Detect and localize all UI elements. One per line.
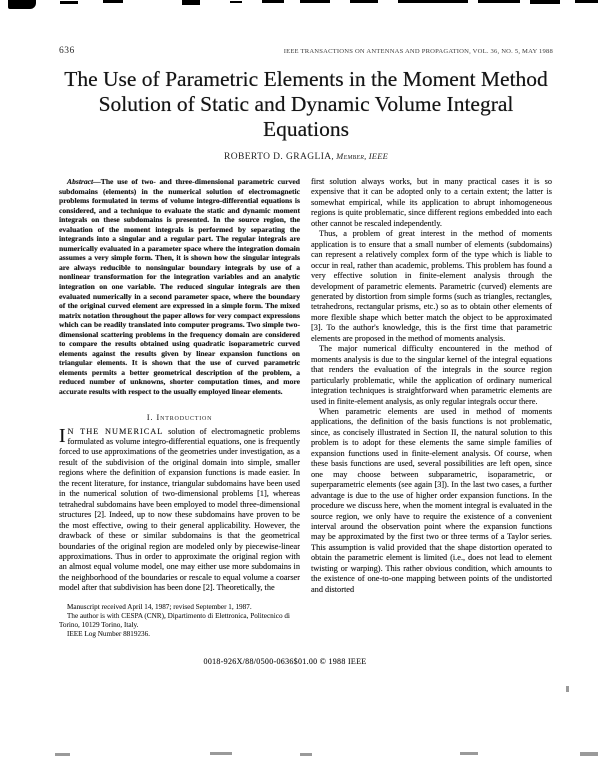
footnote-line: Manuscript received April 14, 1987; revised September 1, 1987.	[67, 602, 252, 611]
abstract	[59, 177, 300, 397]
scan-artifact	[398, 0, 468, 3]
page-header	[59, 46, 553, 56]
footnote-line: IEEE Log Number 8819236.	[67, 630, 151, 639]
author-membership: , Member, IEEE	[331, 151, 388, 161]
scan-artifact	[300, 0, 330, 3]
scan-artifact	[210, 752, 232, 755]
intro-lead: N THE NUMERICAL	[67, 426, 164, 436]
left-column	[59, 177, 300, 639]
abstract-text: The use of two- and three-dimensional parametric curved subdomains (elements) in the numerical solution of electromagnetic problems formulated in terms of volume integro-differential equations is considered, and a technique to evaluate the static and dynamic moment integrals on these subdomains is presented. In the source region, the evaluation of the moment integrals is performed by separating the integrands into a singular and a regular part. The regular integrals are numerically evaluated in a parameter space where the integration domain assumes a very simple form. Then, it is shown how the singular integrals are always reducible to nonsingular boundary integrals by use of a nonlinear transformation for the integration variables and an analytic integration on one variable. The reduced singular integrals are then evaluated numerically in a second parameter space, where the boundary of the original curved element are expressed in a simple form. The mixed matrix notation throughout the paper allows for very compact expressions which can be readily translated into computer programs. Two simple two-dimensional scattering problems in the frequency domain are considered to compare the results obtained using quadratic isoparametric curved elements against the results given by linear expansion functions on triangular elements. It is shown that the use of curved parametric elements permits a better geometrical description of the problem, a reduced number of unknowns, shorter computation times, and more accurate results with respect to the usually employed linear elements.	[59, 177, 300, 397]
scan-artifact	[566, 686, 569, 692]
scan-artifact	[8, 0, 36, 9]
scan-artifact	[460, 752, 478, 755]
scan-artifact	[580, 752, 598, 756]
copyright-line: 0018-926X/88/0500-0636$01.00 © 1988 IEEE	[203, 657, 367, 666]
scan-artifact	[103, 0, 123, 3]
section-heading: I. Introduction	[146, 411, 213, 422]
footnotes	[59, 603, 300, 639]
paragraph: Thus, a problem of great interest in the method of moments application is to ensure that a small number of elements (subdomains) can represent a relatively complex form of the type which is liable to occur in real, rather than academic, problems. This problem has found a very effective solution in finite-element analysis through the development of parametric elements. Parametric (curved) elements are generated by distortion from simple forms (such as triangles, rectangles, tetrahedrons, rectangular prisms, etc.) so as to obtain other elements of more flexible shape which better match the object to be approximated [3]. To the author's knowledge, this is the first time that parametric elements are proposed in the method of moments analysis.	[311, 229, 552, 343]
abstract-label: Abstract—	[67, 177, 101, 186]
scan-artifact	[530, 0, 560, 4]
two-column-body	[59, 177, 553, 639]
footnote-line: The author is with CESPA (CNR), Dipartimento di Elettronica, Politecnico di Torino, 10129 Torino, Italy.	[59, 611, 290, 630]
right-column	[311, 177, 552, 639]
paragraph: When parametric elements are used in method of moments applications, the definition of the basis functions is not problematic, since, as concisely illustrated in Section II, the natural solution to this problem is to adopt for these elements the same simple families of expansion functions used in finite-element analysis. Of course, when these basis functions are used, several possibilities are left open, since one may choose between subparametric, isoparametric, or superparametric elements (see again [3]). In the last two cases, a further advantage is due to the use of higher order expansion functions. In the procedure we discuss here, when the moment integral is evaluated in the source region, we only have to require the existence of a convenient interval around the observation point where the expansion functions may be approximated by the first two or three terms of a Taylor series. This assumption is valid provided that the shape distortion operated to obtain the parametric element is limited (i.e., does not lead to element twisting or warping). This rather obvious condition, which amounts to the existence of one-to-one mapping between points of the undistorted and distorted	[311, 406, 552, 594]
page-number: 636	[59, 46, 75, 56]
scan-artifact	[300, 753, 312, 756]
scan-artifact	[55, 753, 70, 756]
paragraph: The major numerical difficulty encountered in the method of moments analysis is due to the singular kernel of the integral equations that renders the evaluation of the integrals in the source region particularly problematic, while the application of ordinary numerical integration techniques is straightforward when parametric elements are used in finite-element analysis, as only regular integrals occur there.	[311, 344, 552, 406]
paper-title: The Use of Parametric Elements in the Moment Method Solution of Static and Dynamic Volume Integral Equations	[64, 67, 548, 141]
scan-artifact	[262, 0, 284, 3]
author-line	[59, 151, 553, 162]
intro-paragraph	[59, 427, 300, 594]
scan-artifact	[182, 0, 200, 5]
drop-cap: I	[59, 425, 66, 447]
scan-artifact	[478, 0, 520, 3]
paragraph: first solution always works, but in many practical cases it is so expensive that it can be adopted only to a certain extent; the latter is somewhat empirical, while its application to abrupt inhomogeneous regions is quite problematic, since different regions embedded into each other cannot be rescaled independently.	[311, 177, 552, 228]
scan-artifact	[350, 0, 378, 3]
running-head: IEEE TRANSACTIONS ON ANTENNAS AND PROPAGATION, VOL. 36, NO. 5, MAY 1988	[283, 48, 553, 55]
scan-artifact	[230, 1, 242, 3]
scan-artifact	[575, 0, 598, 3]
page-content	[59, 46, 553, 639]
intro-text: solution of electromagnetic problems formulated as volume integro-differential equations, one is frequently forced to use approximations of the geometries under investigation, as a result of the subdivision of the original domain into simple, smaller regions where the definition of expansion functions is made easier. In the recent literature, for instance, triangular subdomains have been used in the numerical solution of two-dimensional problems [1], whereas tetrahedral subdomains have been employed to model three-dimensional structures [2]. Indeed, up to now these subdomains have proven to be the most effective, owing to their general applicability. However, the drawback of these or similar subdomains is that the geometrical boundaries of the original region are modeled only by piecewise-linear approximations. Thus in order to approximate the original region with an almost equal volume model, one may either use more subdomains in the neighborhood of the boundaries or rescale to equal volume a coarser model after that subdivision has been done [2]. Theoretically, the	[59, 426, 300, 593]
scan-artifact	[60, 1, 78, 4]
author-name: ROBERTO D. GRAGLIA	[224, 152, 332, 162]
